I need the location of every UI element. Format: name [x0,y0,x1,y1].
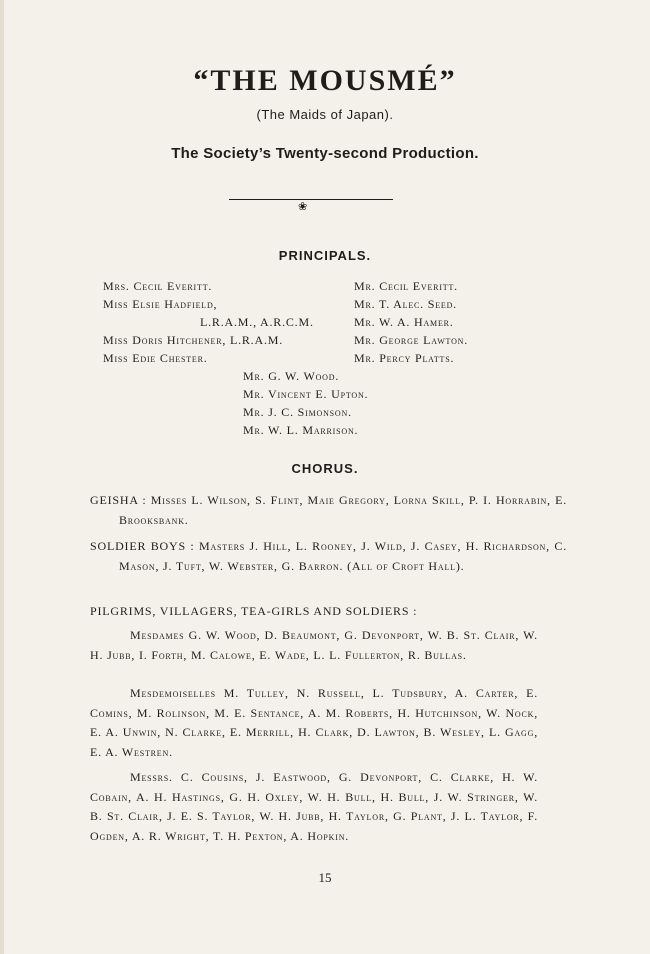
principal-right-2: Mr. T. Alec. Seed. [354,297,457,311]
principal-left-1: Mrs. Cecil Everitt. [103,279,213,293]
production-subtitle: (The Maids of Japan). [256,107,394,122]
production-number: The Society’s Twenty-second Production. [171,145,479,162]
chorus-soldier-boys: SOLDIER BOYS : Masters J. Hill, L. Rooney, J. Wild, J. Casey, H. Richardson, C. Mason, J. Tuft, W. Webster, G. Barron. (All of Croft Hall). [90,539,567,573]
principal-left-2: Miss Elsie Hadfield, [103,297,218,311]
chorus-messrs: Messrs. C. Cousins, J. Eastwood, G. Devonport, C. Clarke, H. W. Cobain, A. H. Hastings, G. H. Oxley, W. H. Bull, H. Bull, J. W. Stringer, W. B. St. Clair, J. E. S. Taylor, W. H. Jubb, H. Taylor, G. Plant, J. L. Taylor, F. Ogden, A. R. Wright, T. H. Pexton, A. Hopkin. [90,770,538,843]
principal-right-1: Mr. Cecil Everitt. [354,279,458,293]
principal-centre-3: Mr. J. C. Simonson. [243,405,352,419]
chorus-pilgrims-heading: PILGRIMS, VILLAGERS, TEA-GIRLS AND SOLDIERS : [90,604,418,618]
principal-left-2-qualifications: L.R.A.M., A.R.C.M. [200,315,314,329]
principal-centre-4: Mr. W. L. Marrison. [243,423,359,437]
page-number: 15 [318,870,332,885]
principal-left-4: Miss Edie Chester. [103,351,208,365]
principal-right-5: Mr. Percy Platts. [354,351,455,365]
flower-ornament-icon: ❀ [298,201,308,213]
chorus-mesdames: Mesdames G. W. Wood, D. Beaumont, G. Devonport, W. B. St. Clair, W. H. Jubb, I. Forth, M. Calowe, E. Wade, L. L. Fullerton, R. Bullas. [90,628,538,662]
principal-centre-2: Mr. Vincent E. Upton. [243,387,369,401]
production-title: “THE MOUSMÉ” [193,64,457,97]
principal-right-4: Mr. George Lawton. [354,333,469,347]
principals-heading: PRINCIPALS. [278,248,372,263]
chorus-geisha: GEISHA : Misses L. Wilson, S. Flint, Maie Gregory, Lorna Skill, P. I. Horrabin, E. Brooksbank. [90,493,567,527]
chorus-heading: CHORUS. [291,461,359,476]
principal-right-3: Mr. W. A. Hamer. [354,315,454,329]
chorus-mesdemoiselles: Mesdemoiselles M. Tulley, N. Russell, L. Tudsbury, A. Carter, E. Comins, M. Rolinson, M. E. Sentance, A. M. Roberts, H. Hutchinson, W. Nock, E. A. Unwin, N. Clarke, E. Merrill, H. Clark, D. Lawton, B. Wesley, L. Gagg, E. A. Westren. [90,686,538,759]
principal-left-3: Miss Doris Hitchener, L.R.A.M. [103,333,284,347]
page-binding-edge [0,0,4,954]
divider-rule [229,199,393,200]
principal-centre-1: Mr. G. W. Wood. [243,369,340,383]
